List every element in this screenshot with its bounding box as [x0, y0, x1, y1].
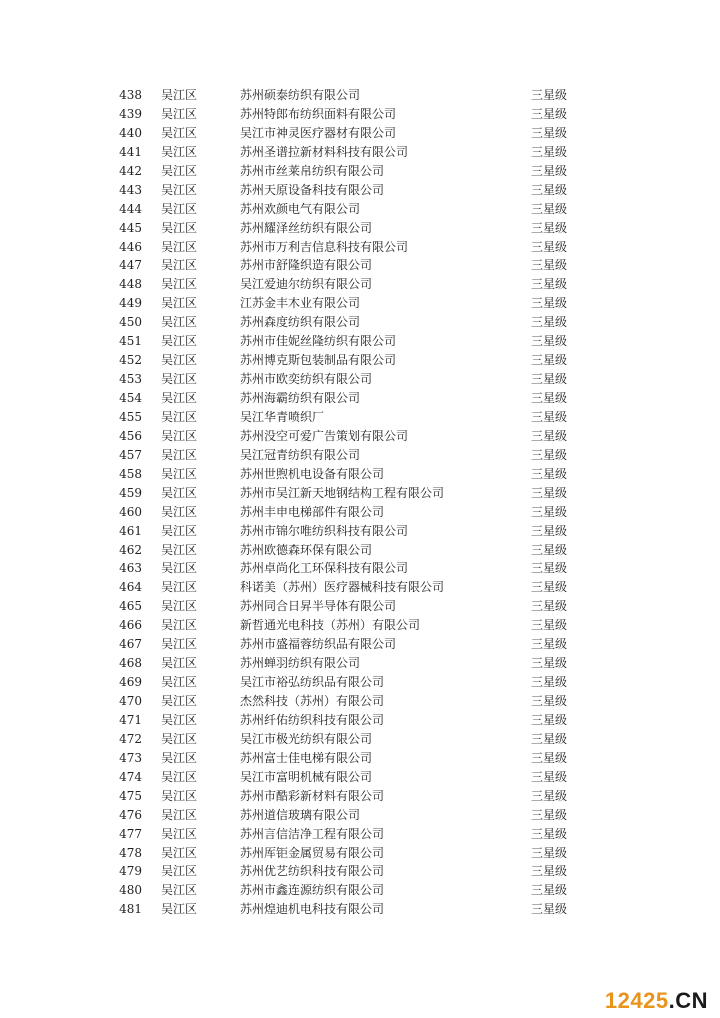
row-number: 456	[119, 428, 142, 443]
row-number: 466	[119, 618, 142, 633]
rating-level-cell: 三星级	[531, 428, 568, 443]
row-number: 447	[119, 258, 142, 273]
district-cell: 吴江区	[161, 163, 198, 178]
row-number: 455	[119, 409, 142, 424]
district-cell: 吴江区	[161, 372, 198, 387]
district-cell: 吴江区	[161, 561, 198, 576]
district-cell: 吴江区	[161, 637, 198, 652]
table-row	[0, 522, 720, 541]
table-row	[0, 238, 720, 257]
rating-level-cell: 三星级	[531, 296, 568, 311]
rating-level-cell: 三星级	[531, 618, 568, 633]
table-row	[0, 806, 720, 825]
rating-level-cell: 三星级	[531, 182, 568, 197]
company-name-cell: 苏州同合日昇半导体有限公司	[240, 599, 397, 614]
row-number: 439	[119, 106, 142, 121]
district-cell: 吴江区	[161, 845, 198, 860]
company-name-cell: 苏州博克斯包装制品有限公司	[240, 353, 397, 368]
row-number: 463	[119, 561, 142, 576]
table-row	[0, 219, 720, 238]
row-number: 442	[119, 163, 142, 178]
district-cell: 吴江区	[161, 485, 198, 500]
company-name-cell: 苏州市万利吉信息科技有限公司	[240, 239, 409, 254]
rating-level-cell: 三星级	[531, 599, 568, 614]
row-number: 470	[119, 694, 142, 708]
company-name-cell: 吴江冠青纺织有限公司	[240, 447, 361, 462]
row-number: 446	[119, 239, 142, 254]
row-number: 478	[119, 845, 142, 860]
row-number: 481	[119, 902, 142, 917]
rating-level-cell: 三星级	[531, 125, 568, 140]
rating-level-cell: 三星级	[531, 542, 568, 557]
rating-level-cell: 三星级	[531, 277, 568, 292]
rating-level-cell: 三星级	[531, 220, 568, 235]
company-name-cell: 苏州道信玻璃有限公司	[240, 807, 361, 822]
district-cell: 吴江区	[161, 826, 198, 841]
company-name-cell: 科诺美（苏州）医疗器械科技有限公司	[240, 580, 445, 595]
table-row	[0, 578, 720, 597]
company-name-cell: 苏州丰申电梯部件有限公司	[240, 504, 385, 519]
company-name-cell: 苏州市舒隆织造有限公司	[240, 258, 373, 273]
company-name-cell: 苏州市酷彩新材料有限公司	[240, 788, 385, 803]
row-number: 460	[119, 504, 142, 519]
row-number: 465	[119, 599, 142, 614]
rating-level-cell: 三星级	[531, 883, 568, 898]
company-name-cell: 苏州耀泽丝纺织有限公司	[240, 220, 373, 235]
rating-level-cell: 三星级	[531, 391, 568, 405]
district-cell: 吴江区	[161, 466, 198, 481]
table-row	[0, 294, 720, 313]
table-row	[0, 427, 720, 446]
table-row	[0, 181, 720, 200]
company-name-cell: 新哲通光电科技（苏州）有限公司	[240, 618, 421, 633]
district-cell: 吴江区	[161, 599, 198, 614]
row-number: 441	[119, 144, 142, 159]
company-name-cell: 吴江市神灵医疗器材有限公司	[240, 125, 397, 140]
rating-level-cell: 三星级	[531, 731, 568, 746]
rating-level-cell: 三星级	[531, 864, 568, 879]
district-cell: 吴江区	[161, 731, 198, 746]
district-cell: 吴江区	[161, 88, 198, 102]
company-name-cell: 苏州煌迪机电科技有限公司	[240, 902, 385, 917]
company-name-cell: 苏州市佳妮丝隆纺织有限公司	[240, 334, 397, 349]
row-number: 464	[119, 580, 142, 595]
rating-level-cell: 三星级	[531, 485, 568, 500]
company-name-cell: 苏州市吴江新天地钢结构工程有限公司	[240, 485, 445, 500]
row-number: 475	[119, 788, 142, 803]
district-cell: 吴江区	[161, 807, 198, 822]
district-cell: 吴江区	[161, 182, 198, 197]
company-name-cell: 吴江华青喷织厂	[240, 409, 325, 424]
table-row	[0, 597, 720, 616]
company-name-cell: 江苏金丰木业有限公司	[240, 296, 361, 311]
table-row	[0, 862, 720, 881]
table-row	[0, 711, 720, 730]
watermark-tld: .CN	[668, 988, 708, 1013]
table-row	[0, 635, 720, 654]
row-number: 445	[119, 220, 142, 235]
table-row	[0, 844, 720, 863]
row-number: 479	[119, 864, 142, 879]
district-cell: 吴江区	[161, 428, 198, 443]
rating-level-cell: 三星级	[531, 409, 568, 424]
district-cell: 吴江区	[161, 769, 198, 784]
row-number: 448	[119, 277, 142, 292]
row-number: 457	[119, 447, 142, 462]
company-name-cell: 苏州市盛福蓉纺织品有限公司	[240, 637, 397, 652]
rating-level-cell: 三星级	[531, 447, 568, 462]
table-row	[0, 730, 720, 749]
table-row	[0, 900, 720, 919]
district-cell: 吴江区	[161, 201, 198, 216]
table-row	[0, 86, 720, 105]
row-number: 472	[119, 731, 142, 746]
table-row	[0, 446, 720, 465]
rating-level-cell: 三星级	[531, 637, 568, 652]
rating-level-cell: 三星级	[531, 675, 568, 690]
district-cell: 吴江区	[161, 712, 198, 727]
table-row	[0, 370, 720, 389]
district-cell: 吴江区	[161, 447, 198, 462]
rating-level-cell: 三星级	[531, 788, 568, 803]
rating-level-cell: 三星级	[531, 712, 568, 727]
row-number: 451	[119, 334, 142, 349]
rating-level-cell: 三星级	[531, 561, 568, 576]
row-number: 476	[119, 807, 142, 822]
company-rating-table	[0, 86, 720, 919]
table-row	[0, 616, 720, 635]
district-cell: 吴江区	[161, 675, 198, 690]
row-number: 480	[119, 883, 142, 898]
company-name-cell: 苏州市鑫连源纺织有限公司	[240, 883, 385, 898]
district-cell: 吴江区	[161, 580, 198, 595]
rating-level-cell: 三星级	[531, 845, 568, 860]
rating-level-cell: 三星级	[531, 239, 568, 254]
rating-level-cell: 三星级	[531, 580, 568, 595]
table-row	[0, 881, 720, 900]
table-row	[0, 654, 720, 673]
district-cell: 吴江区	[161, 353, 198, 368]
table-row	[0, 787, 720, 806]
row-number: 450	[119, 315, 142, 330]
row-number: 467	[119, 637, 142, 652]
district-cell: 吴江区	[161, 334, 198, 349]
row-number: 473	[119, 750, 142, 765]
table-row	[0, 124, 720, 143]
row-number: 477	[119, 826, 142, 841]
rating-level-cell: 三星级	[531, 201, 568, 216]
rating-level-cell: 三星级	[531, 315, 568, 330]
table-row	[0, 673, 720, 692]
district-cell: 吴江区	[161, 750, 198, 765]
company-name-cell: 苏州厍钜金属贸易有限公司	[240, 845, 385, 860]
company-name-cell: 苏州森度纺织有限公司	[240, 315, 361, 330]
district-cell: 吴江区	[161, 106, 198, 121]
table-row	[0, 408, 720, 427]
watermark-main: 12425	[604, 988, 669, 1013]
district-cell: 吴江区	[161, 656, 198, 671]
row-number: 452	[119, 353, 142, 368]
table-row	[0, 465, 720, 484]
company-name-cell: 苏州市丝莱帛纺织有限公司	[240, 163, 385, 178]
district-cell: 吴江区	[161, 220, 198, 235]
row-number: 459	[119, 485, 142, 500]
company-name-cell: 苏州硕泰纺织有限公司	[240, 88, 361, 102]
company-name-cell: 吴江市裕弘纺织品有限公司	[240, 675, 385, 690]
rating-level-cell: 三星级	[531, 353, 568, 368]
company-name-cell: 苏州欢颜电气有限公司	[240, 201, 361, 216]
table-row	[0, 200, 720, 219]
rating-level-cell: 三星级	[531, 144, 568, 159]
table-row	[0, 162, 720, 181]
district-cell: 吴江区	[161, 239, 198, 254]
rating-level-cell: 三星级	[531, 826, 568, 841]
district-cell: 吴江区	[161, 315, 198, 330]
table-row	[0, 692, 720, 711]
row-number: 449	[119, 296, 142, 311]
row-number: 474	[119, 769, 142, 784]
district-cell: 吴江区	[161, 144, 198, 159]
rating-level-cell: 三星级	[531, 258, 568, 273]
company-name-cell: 吴江市富明机械有限公司	[240, 769, 373, 784]
table-row	[0, 825, 720, 844]
company-name-cell: 苏州蝉羽纺织有限公司	[240, 656, 361, 671]
rating-level-cell: 三星级	[531, 750, 568, 765]
company-name-cell: 苏州卓尚化工环保科技有限公司	[240, 561, 409, 576]
district-cell: 吴江区	[161, 694, 198, 708]
district-cell: 吴江区	[161, 296, 198, 311]
company-name-cell: 苏州天原设备科技有限公司	[240, 182, 385, 197]
row-number: 440	[119, 125, 142, 140]
table-row	[0, 768, 720, 787]
row-number: 444	[119, 201, 142, 216]
rating-level-cell: 三星级	[531, 656, 568, 671]
row-number: 461	[119, 523, 142, 538]
table-row	[0, 389, 720, 408]
company-name-cell: 苏州富士佳电梯有限公司	[240, 750, 373, 765]
table-row	[0, 749, 720, 768]
rating-level-cell: 三星级	[531, 466, 568, 481]
district-cell: 吴江区	[161, 391, 198, 405]
district-cell: 吴江区	[161, 504, 198, 519]
company-name-cell: 苏州纤佑纺织科技有限公司	[240, 712, 385, 727]
company-name-cell: 苏州海霸纺织有限公司	[240, 391, 361, 405]
table-row	[0, 503, 720, 522]
site-watermark	[605, 990, 708, 1012]
company-name-cell: 苏州没空可爱广告策划有限公司	[240, 428, 409, 443]
district-cell: 吴江区	[161, 902, 198, 917]
company-name-cell: 苏州言信洁净工程有限公司	[240, 826, 385, 841]
company-name-cell: 苏州市欧奕纺织有限公司	[240, 372, 373, 387]
company-name-cell: 杰然科技（苏州）有限公司	[240, 694, 385, 708]
rating-level-cell: 三星级	[531, 504, 568, 519]
company-name-cell: 吴江市极光纺织有限公司	[240, 731, 373, 746]
rating-level-cell: 三星级	[531, 694, 568, 708]
company-name-cell: 苏州市锦尔唯纺织科技有限公司	[240, 523, 409, 538]
row-number: 471	[119, 712, 142, 727]
district-cell: 吴江区	[161, 618, 198, 633]
district-cell: 吴江区	[161, 277, 198, 292]
company-name-cell: 苏州圣谱拉新材料科技有限公司	[240, 144, 409, 159]
district-cell: 吴江区	[161, 788, 198, 803]
table-row	[0, 143, 720, 162]
rating-level-cell: 三星级	[531, 106, 568, 121]
district-cell: 吴江区	[161, 542, 198, 557]
company-name-cell: 苏州欧德森环保有限公司	[240, 542, 373, 557]
district-cell: 吴江区	[161, 258, 198, 273]
company-name-cell: 苏州世煦机电设备有限公司	[240, 466, 385, 481]
company-name-cell: 苏州优艺纺织科技有限公司	[240, 864, 385, 879]
rating-level-cell: 三星级	[531, 334, 568, 349]
table-row	[0, 541, 720, 560]
table-row	[0, 275, 720, 294]
table-row	[0, 484, 720, 503]
row-number: 454	[119, 391, 142, 405]
table-row	[0, 313, 720, 332]
district-cell: 吴江区	[161, 125, 198, 140]
table-row	[0, 332, 720, 351]
company-name-cell: 苏州特郎布纺织面料有限公司	[240, 106, 397, 121]
row-number: 453	[119, 372, 142, 387]
row-number: 469	[119, 675, 142, 690]
rating-level-cell: 三星级	[531, 902, 568, 917]
district-cell: 吴江区	[161, 523, 198, 538]
table-row	[0, 105, 720, 124]
district-cell: 吴江区	[161, 409, 198, 424]
rating-level-cell: 三星级	[531, 88, 568, 102]
table-row	[0, 351, 720, 370]
rating-level-cell: 三星级	[531, 769, 568, 784]
rating-level-cell: 三星级	[531, 372, 568, 387]
row-number: 458	[119, 466, 142, 481]
rating-level-cell: 三星级	[531, 523, 568, 538]
rating-level-cell: 三星级	[531, 163, 568, 178]
district-cell: 吴江区	[161, 883, 198, 898]
table-row	[0, 559, 720, 578]
rating-level-cell: 三星级	[531, 807, 568, 822]
row-number: 468	[119, 656, 142, 671]
row-number: 443	[119, 182, 142, 197]
table-row	[0, 256, 720, 275]
company-name-cell: 吴江爱迪尔纺织有限公司	[240, 277, 373, 292]
row-number: 462	[119, 542, 142, 557]
district-cell: 吴江区	[161, 864, 198, 879]
row-number: 438	[119, 88, 142, 102]
